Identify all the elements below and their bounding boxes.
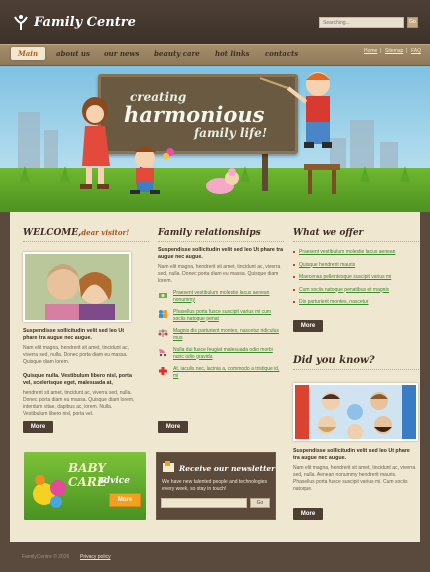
offer-more-button[interactable]: More (293, 320, 323, 332)
nav-contacts[interactable]: contacts (265, 49, 299, 58)
feature-link[interactable]: Nulla dui fusce feugiat malesuada odio morbi nunc odio gravida (173, 347, 273, 360)
baby-care-banner[interactable] (24, 452, 146, 520)
welcome-paragraph: Nam elit magna, hendrerit sit amet, tincidunt ac, viverra sed, nulla. Donec porta diam eu massa. Quisque diam lorem. (23, 345, 129, 365)
welcome-more-button[interactable]: More (23, 421, 53, 433)
search-go-button[interactable]: Go (407, 17, 418, 28)
search-box (319, 17, 419, 29)
scale-icon (158, 328, 168, 338)
family-column (158, 228, 284, 385)
footer-privacy-link[interactable]: Privacy policy (80, 554, 111, 560)
family-logo-icon (12, 13, 30, 31)
feature-link[interactable]: At, iaculis nec, lacinia a, commodo a tristique id, mi (173, 366, 280, 379)
offer-item[interactable]: Quisque hendrerit mauris (293, 262, 419, 269)
welcome-lead-text: Suspendisse sollicitudin velit sed leo Ut phare tra augue nec augue. (23, 328, 124, 341)
people-icon (158, 309, 168, 319)
util-home-link[interactable]: Home (364, 48, 378, 54)
money-icon (158, 290, 168, 300)
nav-main[interactable]: Main (11, 47, 45, 60)
newsletter-envelope-icon (162, 461, 175, 474)
know-lead-text: Suspendisse sollicitudin velit sed leo Ut phare tra augue nec augue. (293, 448, 410, 461)
offer-title: What we offer (293, 228, 419, 242)
feature-item[interactable] (158, 290, 284, 303)
medical-cross-icon (158, 366, 168, 376)
util-separator: | (380, 48, 382, 54)
feature-item[interactable] (158, 347, 284, 360)
hero-line-creating: creating (130, 90, 187, 104)
children-circle-photo (293, 383, 418, 441)
feature-item[interactable] (158, 309, 284, 322)
know-body (293, 448, 417, 493)
util-separator: | (406, 48, 408, 54)
util-faq-link[interactable]: FAQ (411, 48, 422, 54)
family-feature-list (158, 290, 284, 379)
welcome-title-main: WELCOME, (23, 228, 82, 238)
hero-line-family-life: family life! (194, 126, 268, 140)
stroller-icon (158, 347, 168, 357)
logo-text: Family Centre (34, 14, 136, 30)
know-title: Did you know? (293, 355, 419, 370)
newsletter-email-input[interactable] (161, 498, 247, 508)
nav-our-news[interactable]: our news (104, 49, 140, 58)
baby-care-more-button[interactable]: More (109, 493, 141, 507)
baby-toys-icon (30, 470, 72, 510)
welcome-paragraph-2: hendrerit sit amet, tincidunt ac, viverra sed, nulla. Donec porta diam eu massa. Quisque diam lorem, interdum vitae, dapibus ac, lorem. Nulla. Vestibulum libero nisl, porta vel. (23, 390, 135, 417)
site-logo[interactable] (12, 12, 136, 32)
baby-care-subtitle: advice (98, 476, 130, 486)
offer-item[interactable]: Cum sociis natoque penatibus et magnis (293, 287, 419, 294)
feature-link[interactable]: Praesent vestibulum molestie lacus aenean nonummy (173, 290, 270, 303)
search-input[interactable] (319, 17, 404, 28)
footer-copyright: FamilyCentre © 2026 (22, 554, 70, 560)
nav-beauty-care[interactable]: beauty care (154, 49, 200, 58)
newsletter-title: Receive our newsletter (179, 464, 276, 473)
feature-link[interactable]: Magnis dis parturient montes, nascetur ridiculus mus (173, 328, 279, 341)
offer-list (293, 249, 419, 306)
family-paragraph: Nam elit magna, hendrerit sit amet, tincidunt ac, viverra sed, nulla. Donec porta diam eu massa. Quisque diam lorem. (158, 264, 281, 284)
know-paragraph: Nam elit magna, hendrerit sit amet, tincidunt ac, viverra sed, nulla. Aenean nonummy hendrerit mauris. Phasellus porta fusce suscipit varius mi. Cum sociis natoque. (293, 465, 416, 492)
grandmother-photo (23, 252, 131, 322)
newsletter-text: We have new talented people and technologies every week, so stay in touch! (162, 479, 267, 492)
newsletter-box (156, 452, 276, 520)
feature-link[interactable]: Phasellus porta fusce suscipit varius mi cum sociis natoque penat (173, 309, 272, 322)
welcome-lead-text-2: Quisque nulla. Vestibulum libero nisl, porta vel, scelerisque eget, malesuada at, (23, 373, 132, 386)
welcome-column (23, 228, 149, 242)
family-title: Family relationships (158, 228, 284, 242)
nav-about-us[interactable]: about us (56, 49, 90, 58)
nav-hot-links[interactable]: hot links (215, 49, 250, 58)
know-column (293, 355, 419, 370)
feature-item[interactable] (158, 366, 284, 379)
welcome-title (23, 228, 149, 242)
know-more-button[interactable]: More (293, 508, 323, 520)
newsletter-go-button[interactable]: Go (250, 498, 270, 508)
family-more-button[interactable]: More (158, 421, 188, 433)
util-sitemap-link[interactable]: Sitemap (385, 48, 404, 54)
family-lead-text: Suspendisse sollicitudin velit sed leo Ut phare tra augue nec augue. (158, 247, 284, 260)
site-header (0, 0, 430, 44)
welcome-title-accent: dear visitor! (81, 228, 130, 237)
feature-item[interactable] (158, 328, 284, 341)
offer-column (293, 228, 419, 312)
hero-banner (0, 66, 430, 212)
welcome-body (23, 328, 135, 418)
offer-item[interactable]: Maecenas pellentesque suscipit varius mi (293, 274, 419, 281)
offer-item[interactable]: Dis parturient montes, nascetur (293, 299, 419, 306)
baby-care-title: BABY CARE (68, 461, 106, 489)
offer-item[interactable]: Praesent vestibulum molestie lacus aenean (293, 249, 419, 256)
hero-line-harmonious: harmonious (124, 102, 265, 127)
